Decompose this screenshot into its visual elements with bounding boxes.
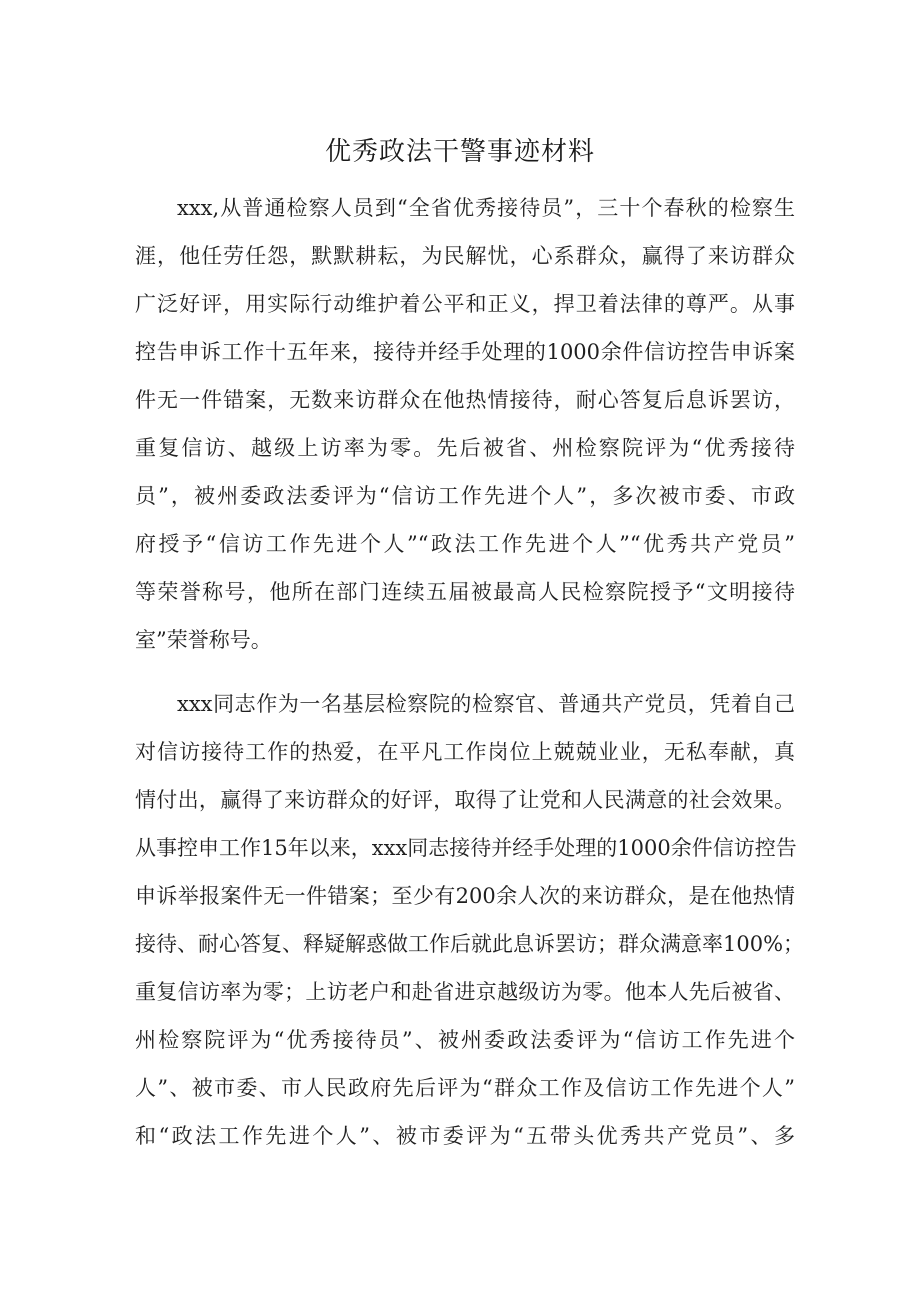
text-line: 和“政法工作先进个人”、被市委评为“五带头优秀共产党员”、多: [135, 1124, 795, 1148]
paragraph-1: [135, 184, 795, 664]
text-line: 从事控申工作15年以来，xxx同志接待并经手处理的1000余件信访控告: [135, 836, 797, 860]
text-line: 广泛好评，用实际行动维护着公平和正义，捍卫着法律的尊严。从事: [135, 292, 795, 316]
text-line: 重复信访率为零；上访老户和赴省进京越级访为零。他本人先后被省、: [135, 980, 795, 1004]
text-line: 重复信访、越级上访率为零。先后被省、州检察院评为“优秀接待: [135, 436, 795, 460]
text-line: xxx同志作为一名基层检察院的检察官、普通共产党员，凭着自己: [177, 692, 795, 716]
text-line: 等荣誉称号，他所在部门连续五届被最高人民检察院授予“文明接待: [135, 580, 795, 604]
text-line: 涯，他任劳任怨，默默耕耘，为民解忧，心系群众，赢得了来访群众: [135, 244, 795, 268]
text-line: 对信访接待工作的热爱，在平凡工作岗位上兢兢业业，无私奉献，真: [135, 740, 795, 764]
text-line: 情付出，赢得了来访群众的好评，取得了让党和人民满意的社会效果。: [135, 788, 795, 812]
text-line: 件无一件错案，无数来访群众在他热情接待，耐心答复后息诉罢访，: [135, 388, 795, 412]
text-line: xxx,从普通检察人员到“全省优秀接待员”，三十个春秋的检察生: [177, 196, 795, 220]
text-line: 室”荣誉称号。: [135, 628, 272, 652]
text-line: 申诉举报案件无一件错案；至少有200余人次的来访群众，是在他热情: [135, 884, 795, 908]
paragraph-2: [135, 680, 805, 1160]
text-line: 控告申诉工作十五年来，接待并经手处理的1000余件信访控告申诉案: [135, 340, 795, 364]
document-title: 优秀政法干警事迹材料: [324, 137, 595, 167]
text-line: 人”、被市委、市人民政府先后评为“群众工作及信访工作先进个人”: [135, 1076, 795, 1100]
text-line: 接待、耐心答复、释疑解惑做工作后就此息诉罢访；群众满意率100%；: [135, 932, 805, 956]
text-line: 府授予“信访工作先进个人”“政法工作先进个人”“优秀共产党员”: [135, 532, 795, 556]
text-line: 员”，被州委政法委评为“信访工作先进个人”，多次被市委、市政: [135, 484, 795, 508]
text-line: 州检察院评为“优秀接待员”、被州委政法委评为“信访工作先进个: [135, 1028, 795, 1052]
